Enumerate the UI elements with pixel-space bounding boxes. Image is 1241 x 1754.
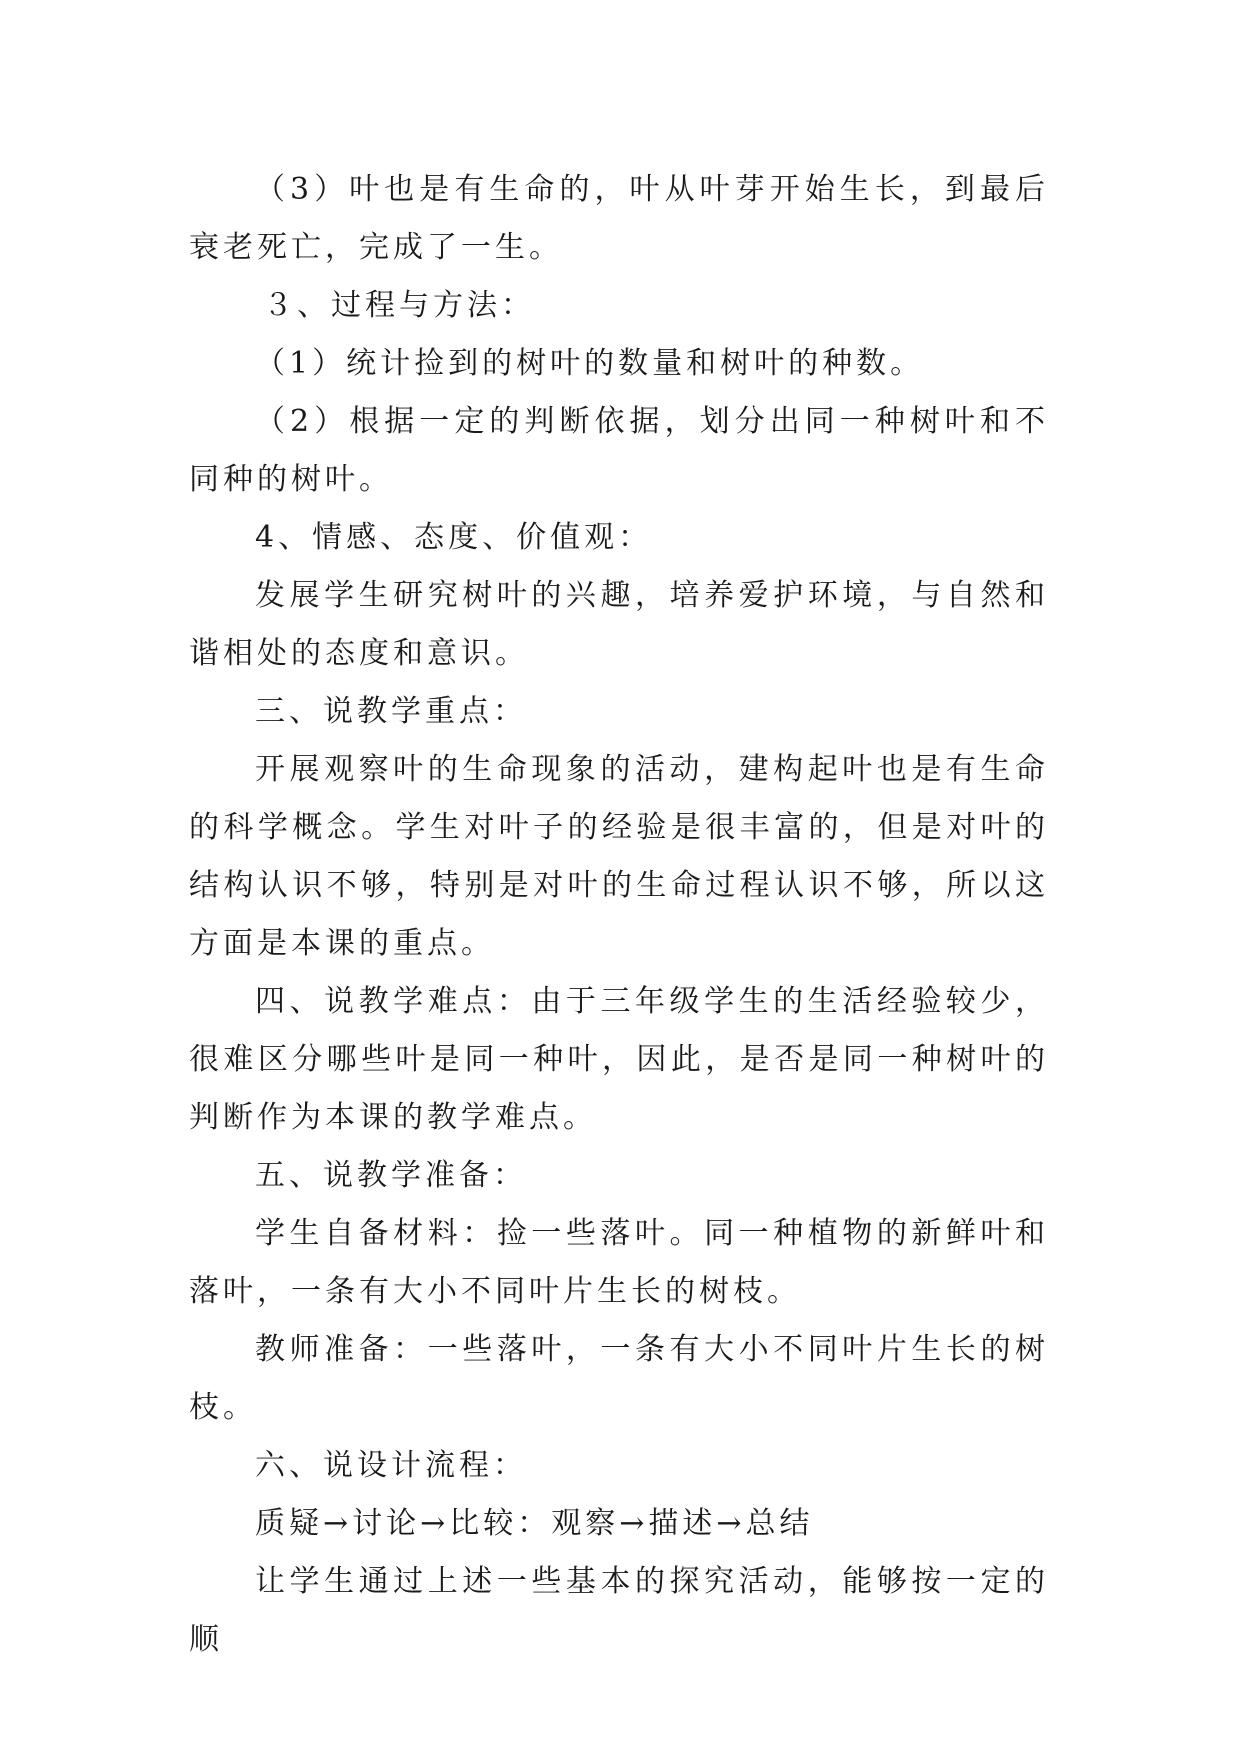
paragraph-count-leaves: （1）统计捡到的树叶的数量和树叶的种数。: [255, 346, 925, 381]
heading-process-and-method: ３、过程与方法：: [263, 288, 535, 323]
paragraph-teaching-focus: 开展观察叶的生命现象的活动，建构起叶也是有生命的科学概念。学生对叶子的经验是很丰富的，但是对叶的结构认识不够，特别是对叶的生命过程认识不够，所以这方面是本课的重点。: [189, 752, 1049, 961]
heading-design-process: 六、说设计流程：: [255, 1448, 527, 1483]
paragraph-process-flow: 质疑→讨论→比较：观察→描述→总结: [255, 1506, 814, 1541]
paragraph-teaching-difficulty: 四、说教学难点：由于三年级学生的生活经验较少，很难区分哪些叶是同一种叶，因此，是否是同一种树叶的判断作为本课的教学难点。: [189, 984, 1049, 1135]
heading-teaching-preparation: 五、说教学准备：: [255, 1158, 527, 1193]
heading-emotion-attitude-values: 4、情感、态度、价值观：: [255, 520, 653, 555]
paragraph-inquiry-activities: 让学生通过上述一些基本的探究活动，能够按一定的顺: [189, 1564, 1049, 1657]
heading-teaching-focus: 三、说教学重点：: [255, 694, 527, 729]
document-body: [189, 161, 1049, 1669]
paragraph-interest-in-leaves: 发展学生研究树叶的兴趣，培养爱护环境，与自然和谐相处的态度和意识。: [189, 578, 1049, 671]
paragraph-classify-leaves: （2）根据一定的判断依据，划分出同一种树叶和不同种的树叶。: [189, 404, 1049, 497]
paragraph-leaf-life-cycle: （3）叶也是有生命的，叶从叶芽开始生长，到最后衰老死亡，完成了一生。: [189, 172, 1049, 265]
paragraph-teacher-preparation: 教师准备：一些落叶，一条有大小不同叶片生长的树枝。: [189, 1332, 1049, 1425]
paragraph-student-materials: 学生自备材料：捡一些落叶。同一种植物的新鲜叶和落叶，一条有大小不同叶片生长的树枝。: [189, 1216, 1049, 1309]
